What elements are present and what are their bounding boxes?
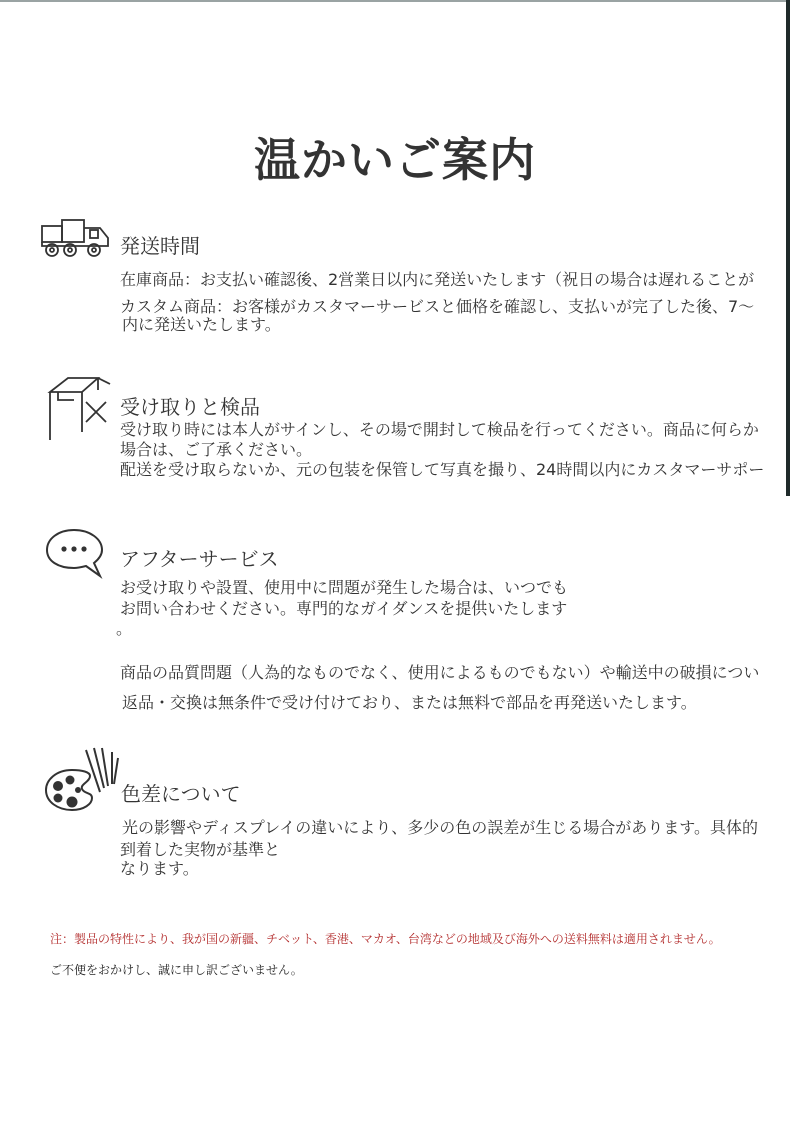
section-text-line: 到着した実物が基準と (120, 840, 281, 859)
section-heading: アフターサービス (120, 547, 279, 571)
section-text-line: 内に発送いたします。 (122, 315, 281, 334)
section-text-line: なります。 (120, 859, 199, 878)
section-heading: 色差について (121, 782, 241, 806)
section-text-line: 光の影響やディスプレイの違いにより、多少の色の誤差が生じる場合があります。具体的 (122, 818, 759, 837)
palette-icon (42, 744, 122, 814)
right-edge-bar (786, 0, 790, 496)
package-icon (42, 374, 118, 444)
section-heading: 受け取りと検品 (120, 395, 260, 419)
section-text-line: 配送を受け取らないか、元の包装を保管して写真を撮り、24時間以内にカスタマーサポー (120, 460, 765, 479)
top-border (0, 0, 790, 2)
apology-note: ご不便をおかけし、誠に申し訳ございません。 (50, 963, 303, 977)
section-text-line: 商品の品質問題（人為的なものでなく、使用によるものでもない）や輸送中の破損につい (120, 663, 760, 682)
truck-icon (38, 216, 116, 262)
section-text-line: 。 (116, 619, 133, 638)
section-text-line: 受け取り時には本人がサインし、その場で開封して検品を行ってください。商品に何らか (120, 420, 759, 439)
section-text-line: 返品・交換は無条件で受け付けており、または無料で部品を再発送いたします。 (122, 693, 697, 712)
section-text-line: 在庫商品：お支払い確認後、2営業日以内に発送いたします（祝日の場合は遅れることが (120, 270, 755, 289)
chat-bubble-icon (44, 526, 106, 580)
section-text-line: お問い合わせください。専門的なガイダンスを提供いたします (120, 599, 568, 618)
section-text-line: 場合は、ご了承ください。 (120, 440, 313, 459)
section-heading: 発送時間 (120, 234, 200, 258)
shipping-exclusion-note: 注：製品の特性により、我が国の新疆、チベット、香港、マカオ、台湾などの地域及び海外への送料無料は適用されません。 (50, 932, 721, 946)
section-text-line: お受け取りや設置、使用中に問題が発生した場合は、いつでも (120, 578, 569, 597)
page-title: 温かいご案内 (254, 133, 536, 187)
section-text-line: カスタム商品：お客様がカスタマーサービスと価格を確認し、支払いが完了した後、7〜 (120, 297, 755, 316)
